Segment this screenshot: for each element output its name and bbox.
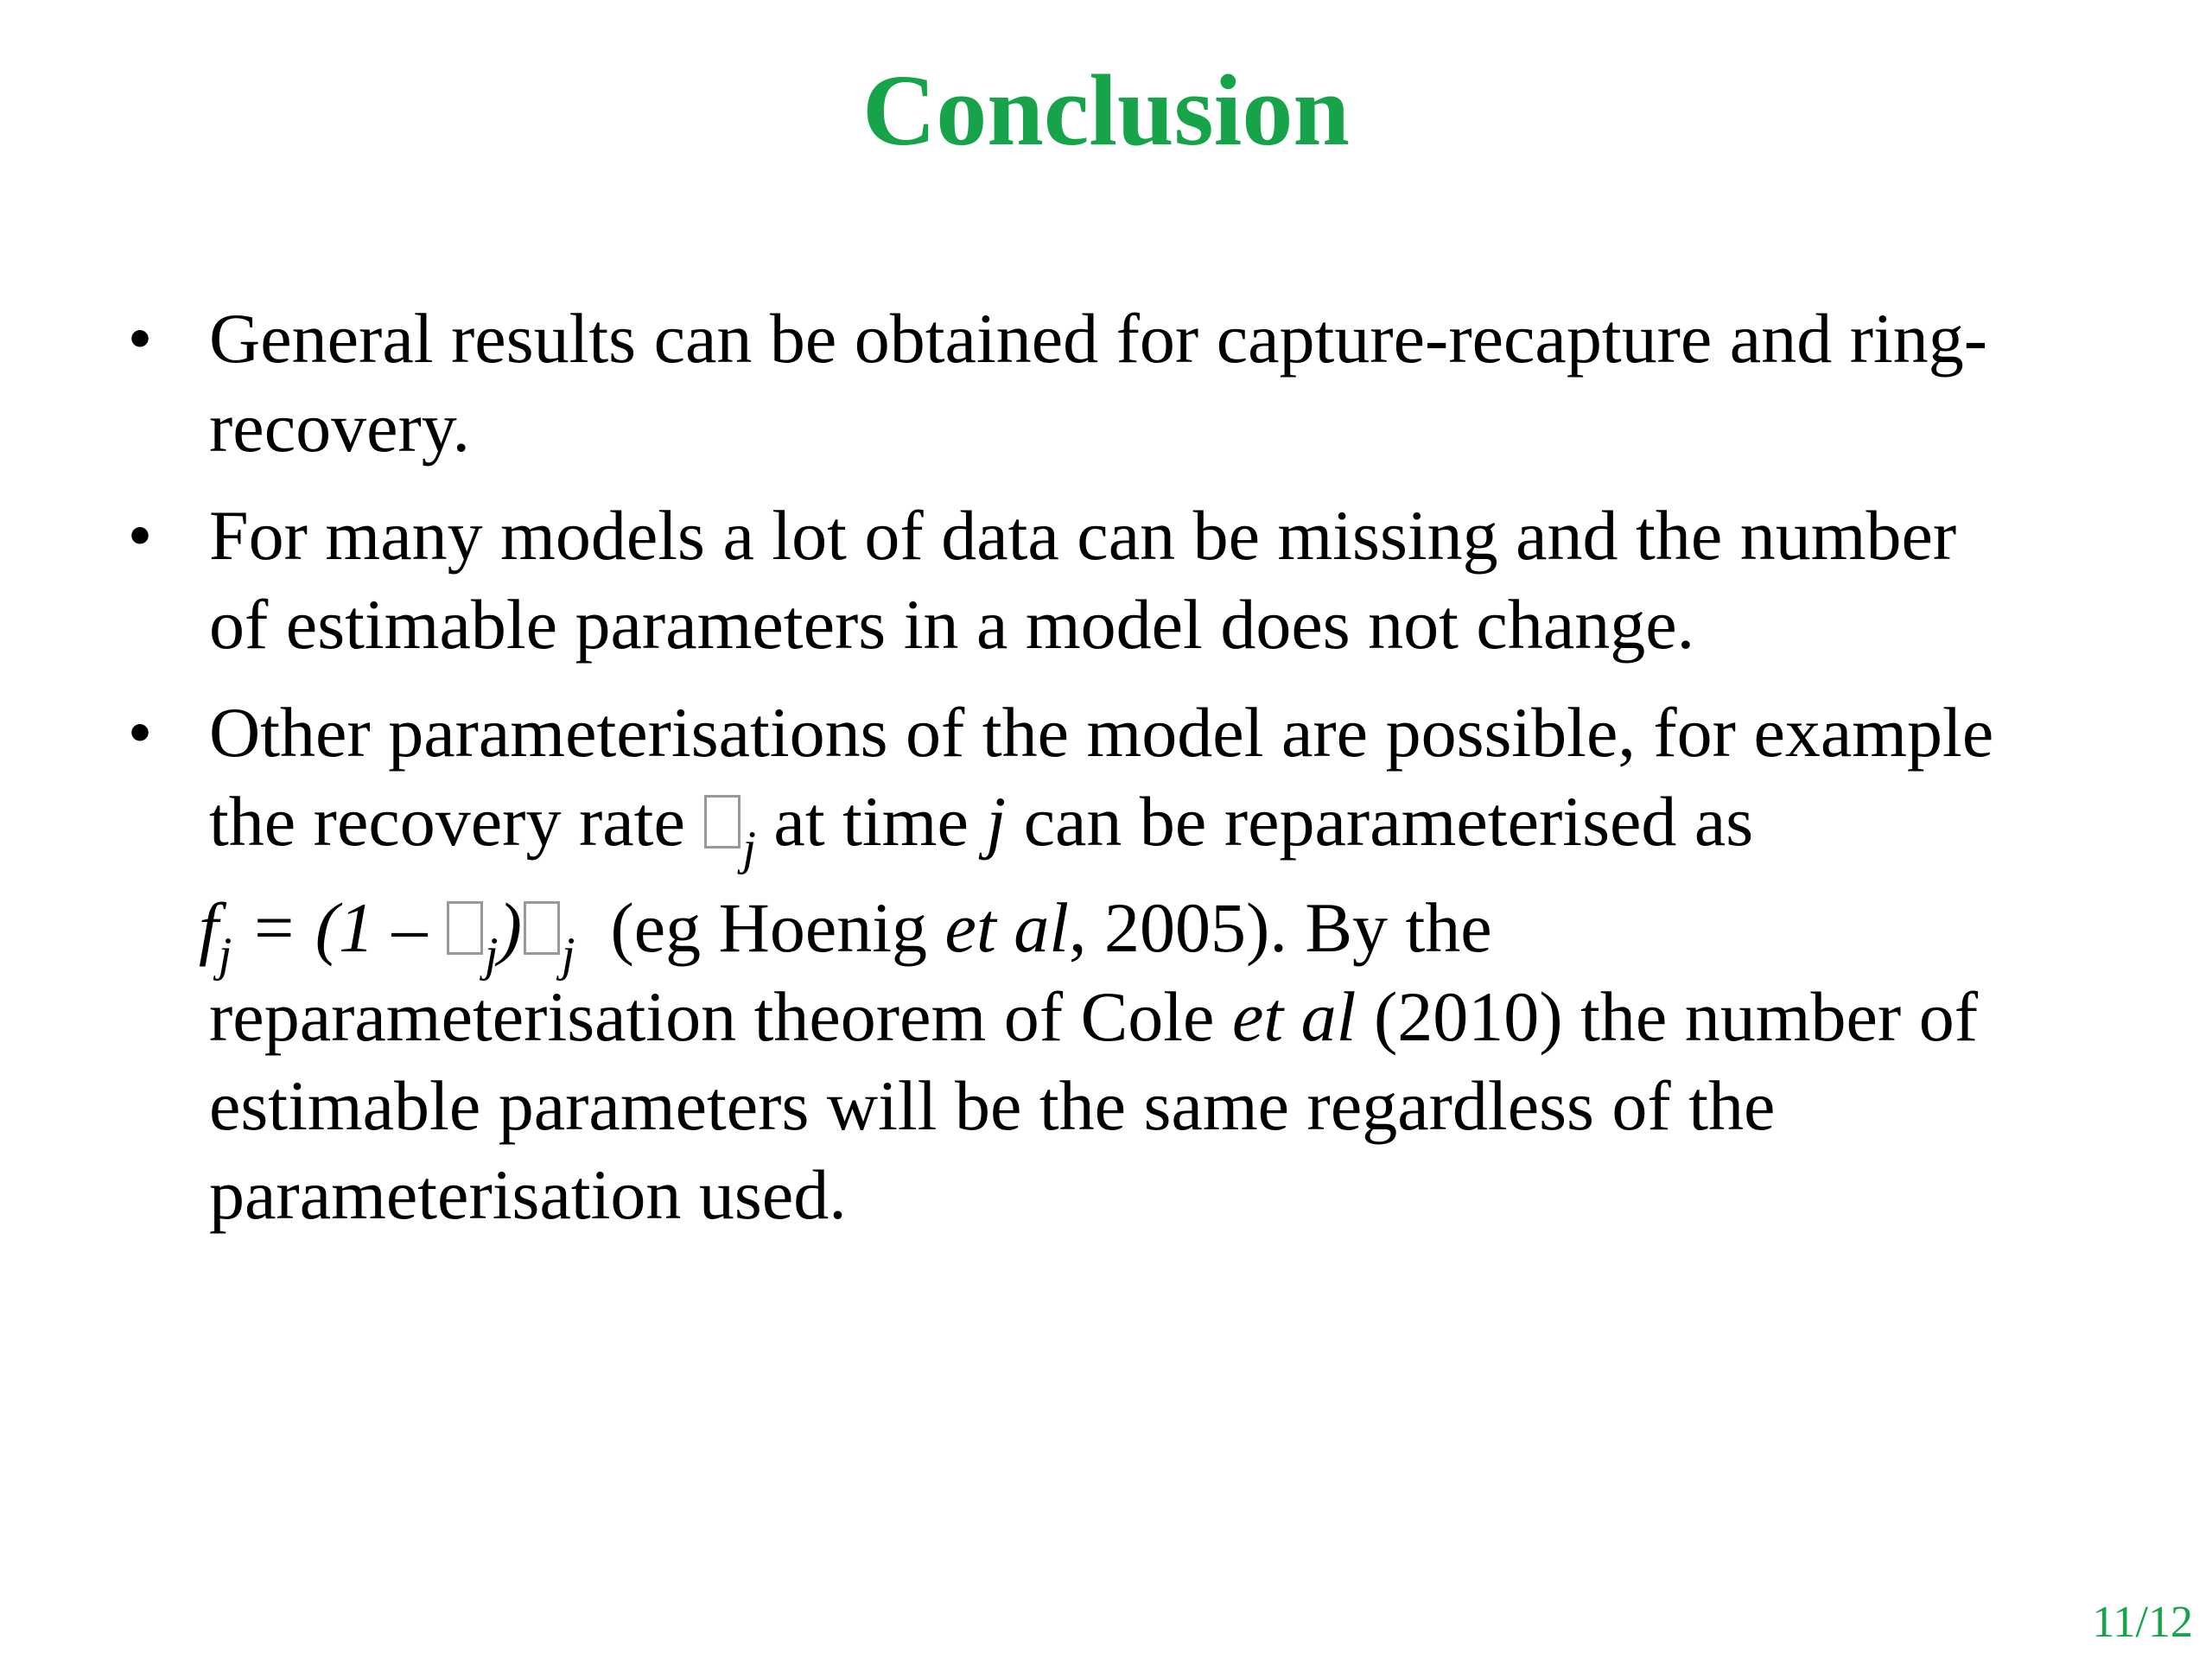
bullet-2-line-2: of estimable parameters in a model does not change. [209,585,1695,664]
bullet-3-line-1: Other parameterisations of the model are possible, for example [209,693,1994,772]
bullet-3-text-c: can be reparameterised as [1023,782,1754,861]
bullet-3-line-2 [209,777,2101,875]
missing-glyph-icon [704,795,741,849]
bullet-3-line-6: parameterisation used. [209,1155,847,1234]
missing-glyph-icon [447,901,483,955]
citation-etal: et al [944,888,1070,967]
variable-j: j [986,782,1007,861]
subscript-j: j [742,822,756,875]
slide-title: Conclusion [862,54,1350,167]
bullet-3-text-a: the recovery rate [209,782,685,861]
theorem-text-b: (2010) the number of [1373,977,1979,1056]
missing-glyph-icon [524,901,560,955]
formula-subscript-2: j [561,928,575,982]
formula-subscript-1: j [485,928,499,982]
formula-f: f [199,888,219,967]
bullet-list [123,294,2101,1258]
bullet-icon: • [127,299,153,378]
bullet-3-line-4 [209,972,2101,1061]
bullet-1-line-1: General results can be obtained for capture-recapture and ring- [209,299,1988,378]
bullet-item-1 [123,294,2101,472]
theorem-text-a: reparameterisation theorem of Cole [209,977,1215,1056]
bullet-1-line-2: recovery. [209,388,470,467]
page-number: 11/12 [2092,1598,2193,1647]
bullet-item-2 [123,491,2101,669]
bullet-item-3 [123,688,2101,1239]
theorem-etal: et al [1231,977,1357,1056]
bullet-3-text-b: at time [773,782,969,861]
citation-close: , 2005). By the [1069,888,1492,967]
bullet-icon: • [127,693,153,772]
formula-close-paren: ) [498,888,522,967]
formula-line [199,883,2101,982]
bullet-3-line-5: estimable parameters will be the same regardless of the [209,1066,1776,1145]
formula-equals: = (1 – [249,888,428,967]
bullet-icon: • [127,496,153,575]
citation-open: (eg Hoenig [610,888,928,967]
formula-f-subscript: j [218,928,232,982]
bullet-2-line-1: For many models a lot of data can be missing and the number [209,496,1957,575]
